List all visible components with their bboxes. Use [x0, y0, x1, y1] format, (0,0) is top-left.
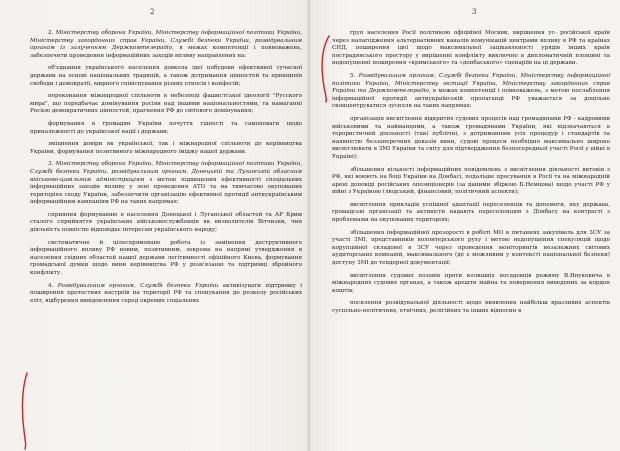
paragraph-rest: посилення розвідувальної діяльності щодо виявлення найбільш вразливих аспектів суспільно-політичних, етнічних, релігійних та інших відносин в: [332, 300, 610, 314]
paragraph-lead: 2.: [48, 30, 56, 36]
paragraph-lead: 5.: [350, 72, 359, 79]
paragraph-rest: збільшення інформаційної прозорості в роботі МО в питаннях закупівель для ЗСУ за участі ЗМІ, представників волонтерського руху і метою недопущення спекуляцій щодо корупційної складової в ЗСУ через проведення моніторингів незалежних світових аудиторських компаній, максимального (де є можливим у контексті національної безпеки) доступу ЗМІ до тендерної документації;: [332, 229, 610, 267]
paragraph-rest: груп населення Росії політикою офіційної Москви, вирішення ус- російської країн через налагодження альтернативних каналів комунікацій центрами впливу в РФ та країнах СНД, поширення ідеї щодо максимальної зацікавленості урядів інших країн пострадянського простору у вирішенні конфлікту виключно в дипломатичній площині та недопущенні поширення «кримського» та «донбаського» сценаріїв на ці держави.: [332, 30, 610, 67]
paragraph: [30, 240, 302, 278]
paragraph: [30, 30, 302, 60]
paragraph-rest: переконання міжнародної спільноти в небезпеці фашистської ідеології "Русского мира", що передбачає домінування росіян над іншими національностями, та намаганні Росією демократичних цінностей, прагнення РФ до світового домінування;: [30, 93, 302, 115]
paragraph: [30, 141, 302, 156]
paragraph-rest: в межах компетенції і повноважень, забезпечити проведення інформаційних заходів впливу направлених на:: [30, 45, 302, 59]
paragraph-rest: об'єднання українського населення довкола ідеї побудови ефективної сучасної держави на основі національних традицій, а також дотримання цінностей та принципів свободи і демократії, мирного співіснування різних етносів і конфесій;: [30, 65, 302, 87]
paragraph: [332, 116, 610, 162]
paragraph: [30, 161, 302, 207]
page-number: 2: [150, 8, 155, 16]
paragraph-italic: Міністерству оборони України, Міністерству інформаційної політики України, Службі безпеки України, розвідувальним органам, Донецькій та Луганській обласним військово-цивільним адміністраціям: [30, 161, 303, 183]
paragraph-rest: з метою підвищення ефективності спеціальних інформаційних заходів впливу у зоні проведення АТО та на тимчасово окупованих територіях сходу України, забезпечити організацію ефективної протидії антиукраїнським інформаційним кампаніям РФ на таких напрямах:: [30, 176, 303, 206]
paragraph-lead: 3.: [48, 161, 56, 168]
paragraph-rest: зміцнення довіри як української, так і міжнародної спільноти до керівництва України, формування позитивного міжнародного іміджу нашої держави.: [30, 141, 302, 155]
paragraph: [332, 273, 610, 296]
right-page-body: [332, 30, 610, 316]
paragraph-rest: активізувати підтримку і поширення протестних настроїв на території РФ та спонукання до розколу російських еліт, відбурення вивідовлення серед окремих соціальних: [30, 282, 302, 304]
paragraph-rest: збільшення кількості інформаційних повідомлень з висвітлення діяльності витоків з РФ, які воюють на боці України на Донбасі, подальше просування в Росії та на міжнародній арені доповіді російських опозиціонерів (за даними збіркою Б.Немцова) щодо участі РФ у війні з Україною (людський, фінансовий, політичний аспекти);: [332, 166, 610, 196]
paragraph: [30, 121, 302, 136]
paragraph-italic: Розвідувальним органам, Службі безпеки України, Міністерству інформаційної політики України, Міністерству юстиції України, Міністерству закордонних справ України та Держкомтелерадіо,: [332, 72, 611, 95]
page-number: 3: [472, 8, 477, 16]
paragraph-rest: організація висвітлення відкритих судових процесів над громадянами РФ - кадровими військовими та найманцями, а також громадянами України, які відзначаються в терористичній діяльності (такі публічні, з дотриманням усіх процедур і стандартів та наявністю беззаперечних доказів вини, судові процеси необхідно максимально широко висвітлювати в ЗМІ України та світу для підтвердження безпосередньої участі Росії у війні в Україні);: [332, 115, 610, 160]
paragraph-italic: Міністерству оборони України, Міністерству інформаційної політики України, Міністерству закордонних справ України, Службі безпеки України, розвідувальним органам із залученням Держкомтелерадіо,: [30, 30, 303, 52]
paragraph: [332, 73, 610, 111]
paragraph: [332, 230, 610, 268]
paragraph: [332, 167, 610, 197]
left-page-body: [30, 30, 302, 305]
paragraph-rest: висвітлення прикладів успішної адаптації переселенців та допомоги, яку держава, громадські організації та активісти надають переселенцям з Донбасу на контрасті з проблемами на окупованих територіях;: [332, 201, 610, 224]
paragraph: [30, 212, 302, 235]
paragraph: [332, 30, 610, 68]
paragraph-italic: Розвідувальним органам, Службі безпеки України: [57, 282, 219, 289]
paragraph-rest: в межах компетенції і повноважень, з метою послаблення інформаційної протидії антиукраїнській пропаганді РФ уважається за доцільне сконцентруватися зусилля на таких напрямах:: [332, 88, 610, 110]
paragraph: [30, 65, 302, 88]
paragraph-rest: висвітлення судових позовів проти колишніх посадовців режиму В.Януковича в міжнародних судових органах, а також арешти майна та повернення виведених за кордон коштів;: [332, 272, 610, 294]
paragraph: [30, 93, 302, 116]
paragraph: [332, 300, 610, 315]
paragraph-rest: сприяння формуванню в населення Донецької і Луганської областей та АР Крим сталого сприйняття українських військовослужбовців як визволителів Вітчизни, чия діяльність повністю відповідає інтересам українського народу;: [30, 211, 302, 234]
right-page: [310, 0, 620, 451]
paragraph: [30, 283, 302, 306]
paragraph-rest: формування в громадян України почуття гідності та самоповаги щодо приналежності до української нації і держави;: [30, 120, 302, 135]
paragraph-rest: систематичне й цілеспрямоване робота із замінення деструктивного інформаційного впливу РФ новим, позитивним, зокрема на напрямі утвердження в населення східних областей нашої держави легітимності офіційного Києва, формування громадської думки щодо вини керівництва РФ у розв'язанні та підтримці збройного конфлікту.: [30, 239, 302, 277]
paragraph: [332, 202, 610, 225]
paragraph-lead: 4.: [48, 282, 58, 289]
